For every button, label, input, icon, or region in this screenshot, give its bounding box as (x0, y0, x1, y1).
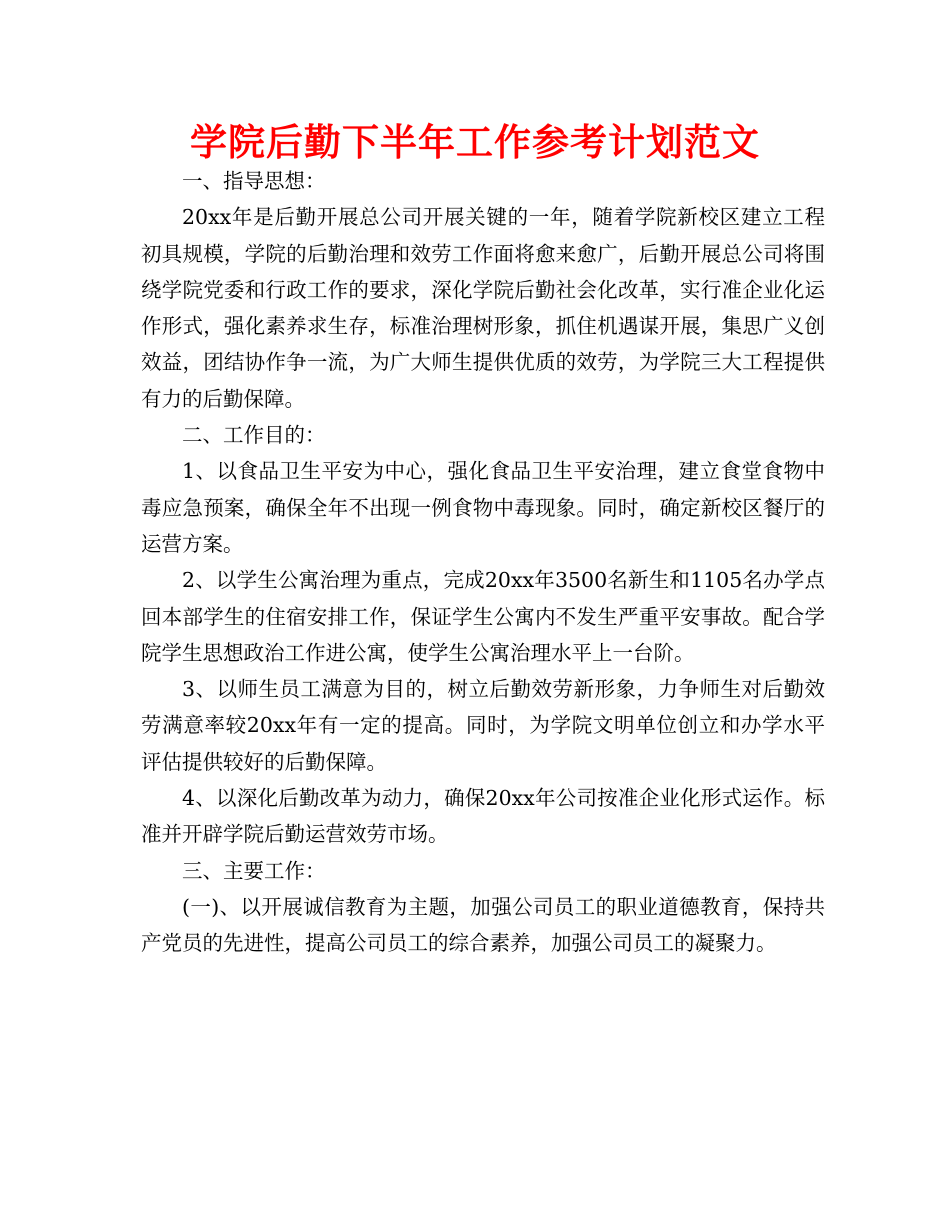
paragraph-guiding-ideology: 20xx年是后勤开展总公司开展关键的一年，随着学院新校区建立工程初具规模，学院的后勤治理和效劳工作面将愈来愈广，后勤开展总公司将围绕学院党委和行政工作的要求，深化学院后勤社会化改革，实行准企业化运作形式，强化素养求生存，标准治理树形象，抓住机遇谋开展，集思广义创效益，团结协作争一流，为广大师生提供优质的效劳，为学院三大工程提供有力的后勤保障。 (141, 205, 825, 411)
paragraph-goal-4: 4、以深化后勤改革为动力，确保20xx年公司按准企业化形式运作。标准并开辟学院后勤运营效劳市场。 (141, 786, 825, 847)
document-title: 学院后勤下半年工作参考计划范文 (190, 121, 760, 164)
paragraph-goal-2: 2、以学生公寓治理为重点，完成20xx年3500名新生和1105名办学点回本部学生的住宿安排工作，保证学生公寓内不发生严重平安事故。配合学院学生思想政治工作进公寓，使学生公寓治理水平上一台阶。 (141, 568, 825, 665)
section-heading-main-work: 三、主要工作： (182, 858, 326, 883)
paragraph-goal-1: 1、以食品卫生平安为中心，强化食品卫生平安治理，建立食堂食物中毒应急预案，确保全年不出现一例食物中毒现象。同时，确定新校区餐厅的运营方案。 (141, 459, 825, 556)
document-body (141, 163, 825, 962)
section-heading-guiding-ideology: 一、指导思想： (182, 169, 326, 193)
paragraph-main-work-1: (一)、以开展诚信教育为主题，加强公司员工的职业道德教育，保持共产党员的先进性，提高公司员工的综合素养，加强公司员工的凝聚力。 (141, 894, 825, 956)
section-heading-work-goals: 二、工作目的： (182, 423, 326, 448)
paragraph-goal-3: 3、以师生员工满意为目的，树立后勤效劳新形象，力争师生对后勤效劳满意率较20xx年有一定的提高。同时，为学院文明单位创立和办学水平评估提供较好的后勤保障。 (141, 677, 825, 774)
